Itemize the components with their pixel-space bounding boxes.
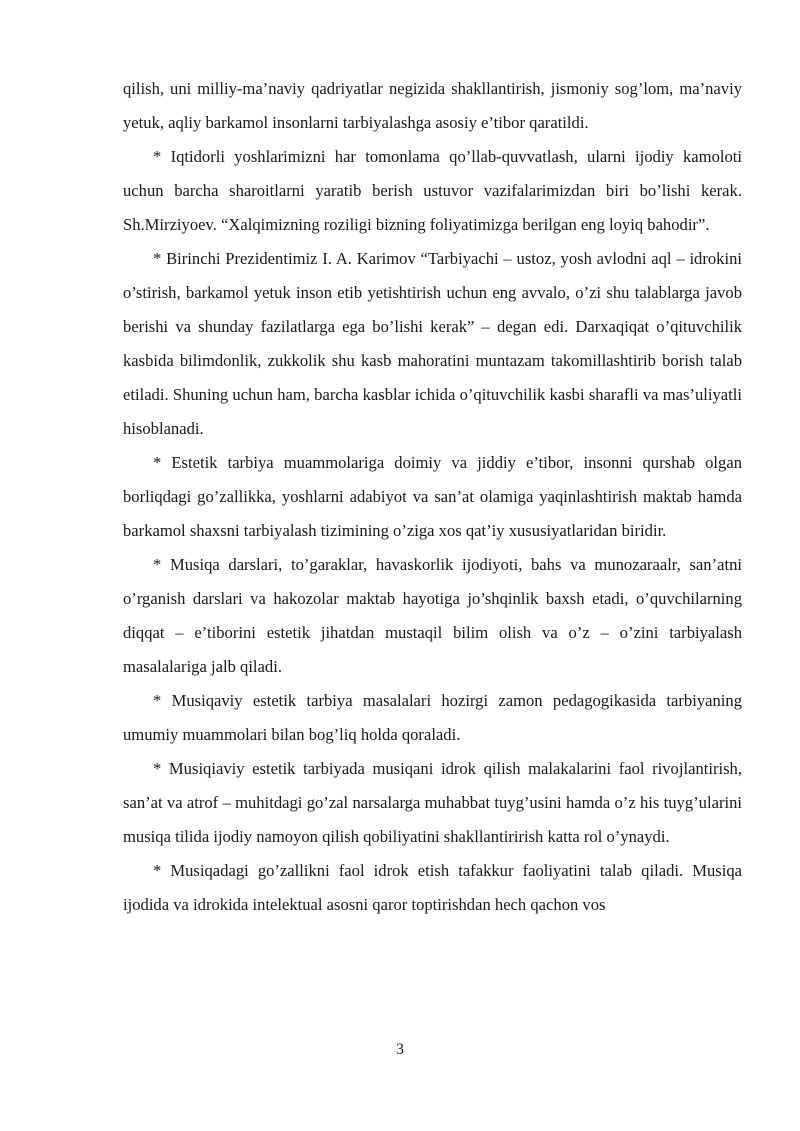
paragraph-musical-aesthetic: * Musiqaviy estetik tarbiya masalalari hozirgi zamon pedagogikasida tarbiyaning umumiy muammolari bilan bog’liq holda qoraladi.	[123, 691, 742, 744]
paragraph-music-perception: * Musiqiaviy estetik tarbiyada musiqani idrok qilish malakalarini faol rivojlantirish, san’at va atrof – muhitdagi go’zal narsalarga muhabbat tuyg’usini hamda o’z his tuyg’ularini musiqa tilida ijodiy namoyon qilish qobiliyatini shakllantirirish katta rol o’ynaydi.	[123, 759, 742, 846]
paragraph-aesthetic-education: * Estetik tarbiya muammolariga doimiy va jiddiy e’tibor, insonni qurshab olgan borliqdagi go’zallikka, yoshlarni adabiyot va san’at olamiga yaqinlashtirish maktab hamda barkamol shaxsni tarbiyalash tizimining o’ziga xos qat’iy xususiyatlaridan biridir.	[123, 453, 742, 540]
paragraph-karimov-quote: * Birinchi Prezidentimiz I. A. Karimov “Tarbiyachi – ustoz, yosh avlodni aql – idrokini o’stirish, barkamol yetuk inson etib yetishtirish uchun eng avvalo, o’zi shu talablarga javob berishi va shunday fazilatlarga ega bo’lishi kerak” – degan edi. Darxaqiqat o’qituvchilik kasbida bilimdonlik, zukkolik shu kasb mahoratini muntazam takomillashtirib borish talab etiladi. Shuning uchun ham, barcha kasblar ichida o’qituvchilik kasbi sharafli va mas’uliyatli hisoblanadi.	[123, 249, 742, 438]
page-number: 3	[396, 1041, 404, 1058]
paragraph-continuation: qilish, uni milliy-ma’naviy qadriyatlar negizida shakllantirish, jismoniy sog’lom, ma’naviy yetuk, aqliy barkamol insonlarni tarbiyalashga asosiy e’tibor qaratildi.	[123, 79, 742, 132]
paragraph-music-lessons: * Musiqa darslari, to’garaklar, havaskorlik ijodiyoti, bahs va munozaraalr, san’atni o’rganish darslari va hakozolar maktab hayotiga jo’shqinlik baxsh etadi, o’quvchilarning diqqat – e’tiborini estetik jihatdan mustaqil bilim olish va o’z – o’zini tarbiyalash masalalariga jalb qiladi.	[123, 555, 742, 676]
document-body	[123, 72, 742, 922]
paragraph-beauty-in-music: * Musiqadagi go’zallikni faol idrok etish tafakkur faoliyatini talab qiladi. Musiqa ijodida va idrokida intelektual asosni qaror toptirishdan hech qachon vos	[123, 861, 742, 914]
paragraph-gifted-youth: * Iqtidorli yoshlarimizni har tomonlama qo’llab-quvvatlash, ularni ijodiy kamoloti uchun barcha sharoitlarni yaratib berish ustuvor vazifalarimizdan biri bo’lishi kerak. Sh.Mirziyoev. “Xalqimizning roziligi bizning foliyatimizga berilgan eng loyiq bahodir”.	[123, 147, 742, 234]
